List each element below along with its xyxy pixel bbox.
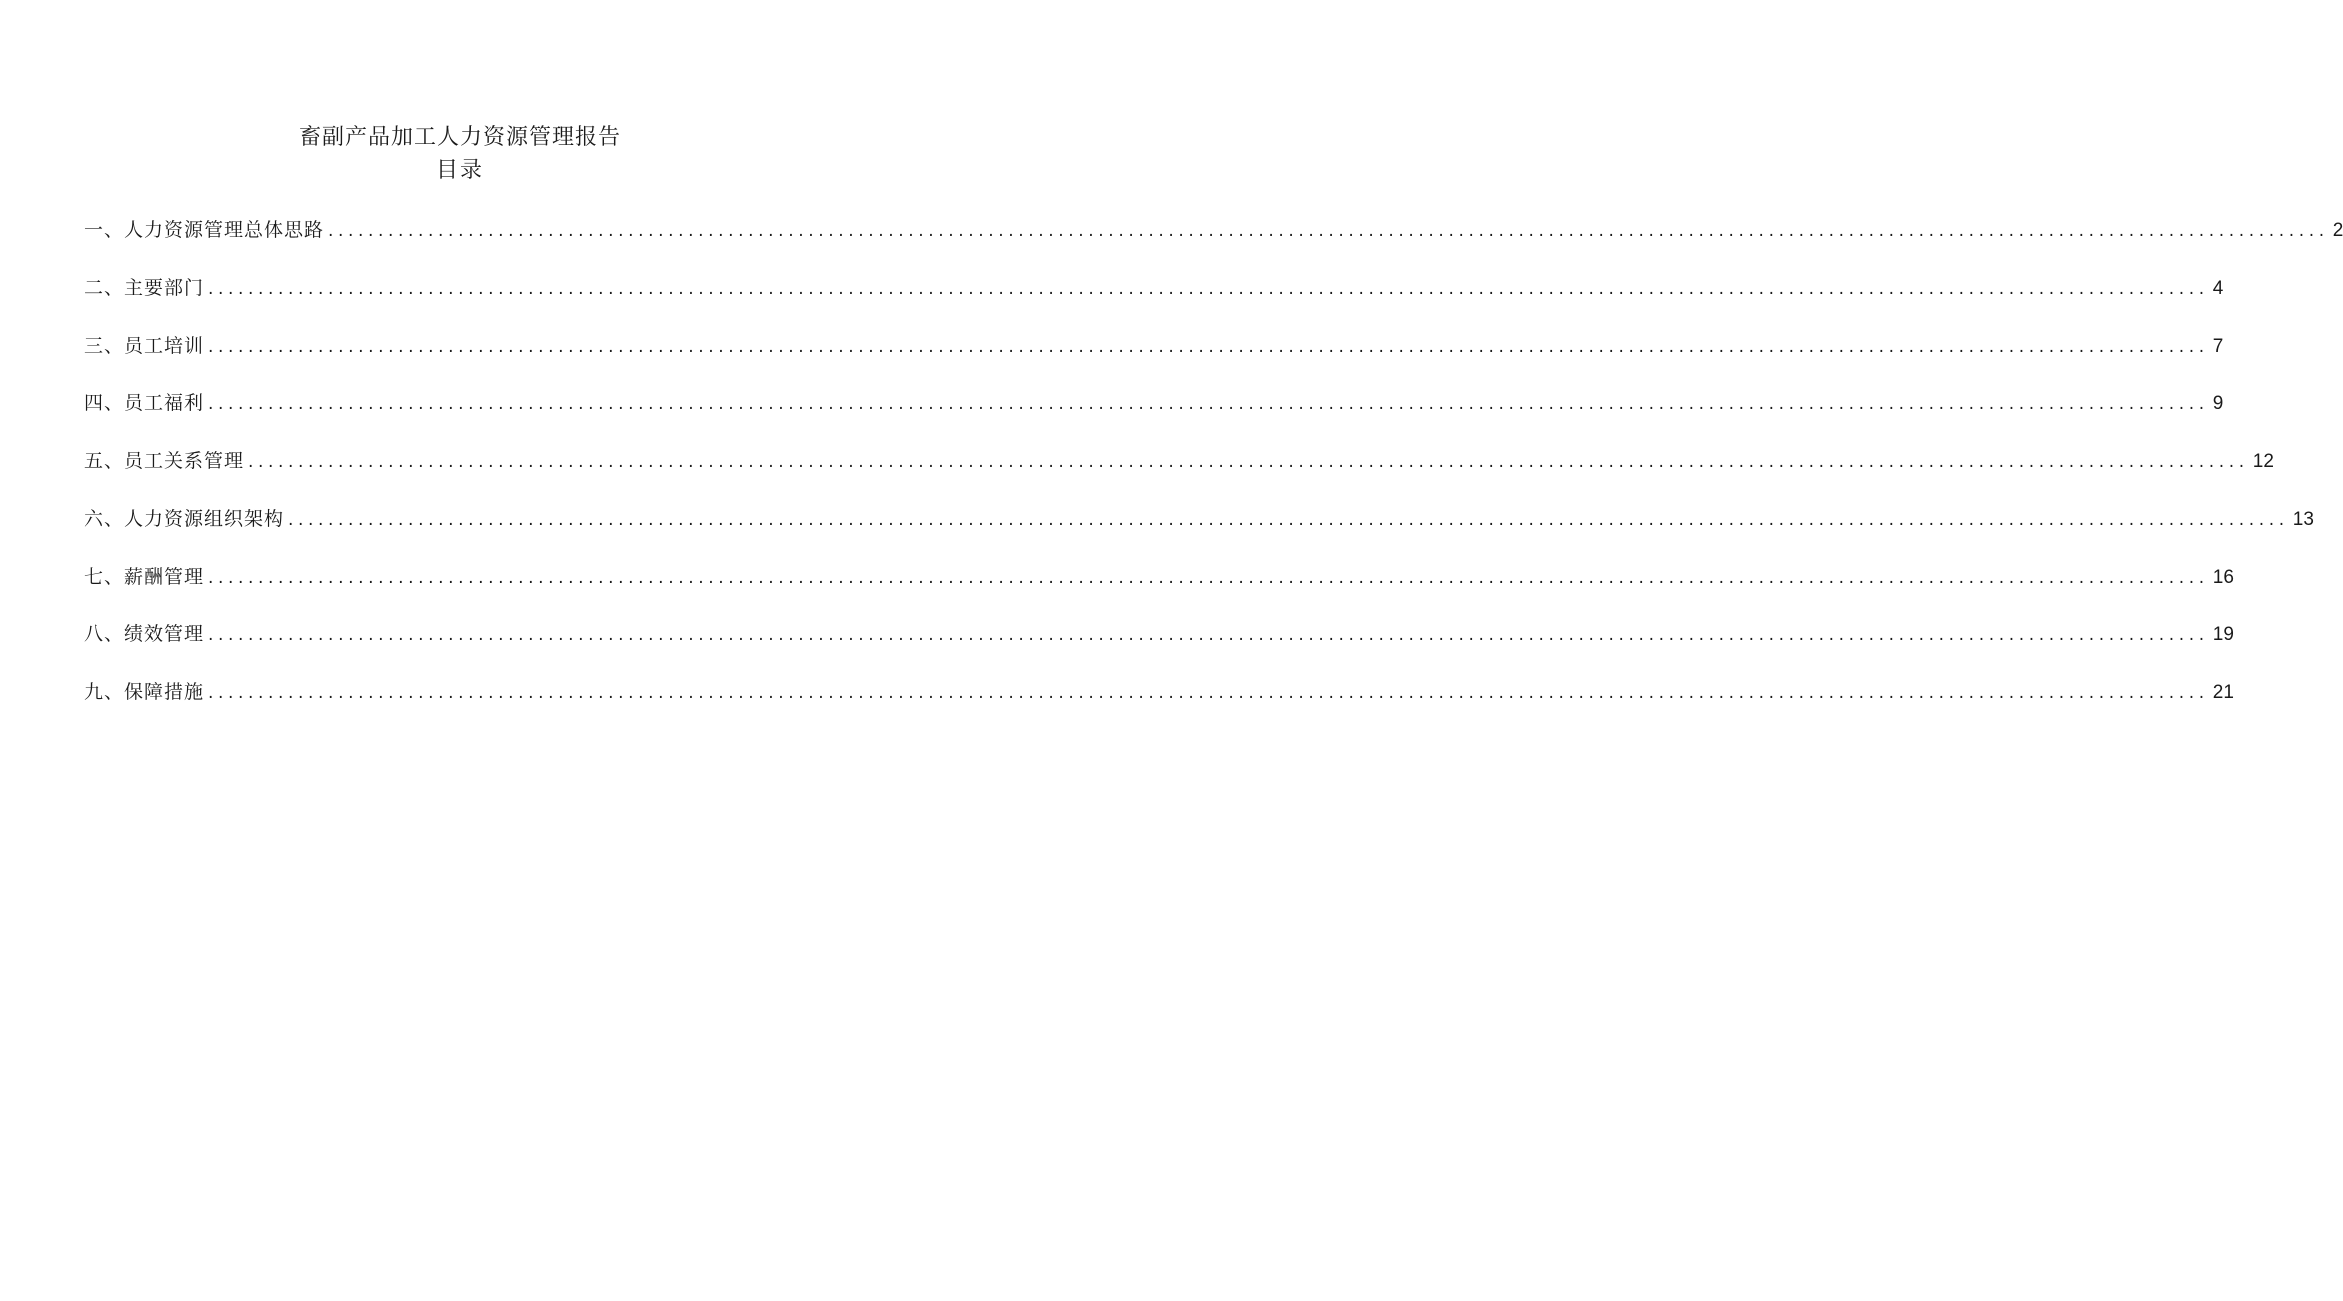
toc-entry[interactable]	[84, 618, 2234, 676]
toc-leader-dots: ........................................................................................................................................................................................................	[208, 336, 2209, 357]
toc-entry[interactable]	[84, 214, 2343, 272]
table-of-contents	[84, 214, 2343, 734]
toc-entry-label: 八、绩效管理	[84, 623, 205, 646]
toc-entry-page: 21	[2212, 682, 2234, 703]
toc-entry-page: 19	[2212, 624, 2234, 646]
toc-entry-label: 六、人力资源组织架构	[84, 507, 285, 530]
toc-leader-dots: ........................................................................................................................................................................................................	[248, 452, 2249, 472]
toc-leader-dots: ........................................................................................................................................................................................................	[208, 394, 2209, 415]
toc-leader-dots: ........................................................................................................................................................................................................	[208, 683, 2209, 703]
toc-entry-page: 9	[2212, 393, 2224, 415]
toc-entry-label: 九、保障措施	[84, 681, 205, 703]
toc-entry-page: 16	[2212, 566, 2234, 588]
toc-entry-label: 二、主要部门	[84, 276, 205, 299]
toc-entry-label: 四、员工福利	[84, 392, 205, 415]
toc-entry[interactable]	[84, 330, 2224, 388]
toc-entry-label: 七、薪酬管理	[84, 565, 205, 588]
toc-entry-label: 一、人力资源管理总体思路	[84, 219, 325, 241]
toc-entry-label: 五、员工关系管理	[84, 450, 245, 472]
document-title: 畜副产品加工人力资源管理报告	[298, 125, 621, 150]
toc-entry[interactable]	[84, 445, 2274, 503]
toc-entry-page: 13	[2292, 508, 2314, 530]
toc-leader-dots: ........................................................................................................................................................................................................	[288, 509, 2289, 530]
toc-entry-page: 7	[2212, 335, 2224, 357]
toc-leader-dots: ........................................................................................................................................................................................................	[208, 625, 2209, 646]
toc-entry[interactable]	[84, 503, 2314, 561]
toc-entry-page: 2	[2332, 220, 2343, 241]
toc-leader-dots: ........................................................................................................................................................................................................	[208, 567, 2209, 588]
toc-entry[interactable]	[84, 272, 2224, 330]
toc-entry[interactable]	[84, 676, 2234, 734]
toc-entry-label: 三、员工培训	[84, 334, 205, 357]
toc-entry-page: 12	[2252, 451, 2274, 472]
toc-heading: 目录	[435, 158, 484, 183]
toc-entry-page: 4	[2212, 277, 2224, 299]
toc-entry[interactable]	[84, 561, 2234, 619]
toc-leader-dots: ........................................................................................................................................................................................................	[208, 278, 2209, 299]
toc-leader-dots: ........................................................................................................................................................................................................	[328, 221, 2329, 241]
toc-entry[interactable]	[84, 387, 2224, 445]
